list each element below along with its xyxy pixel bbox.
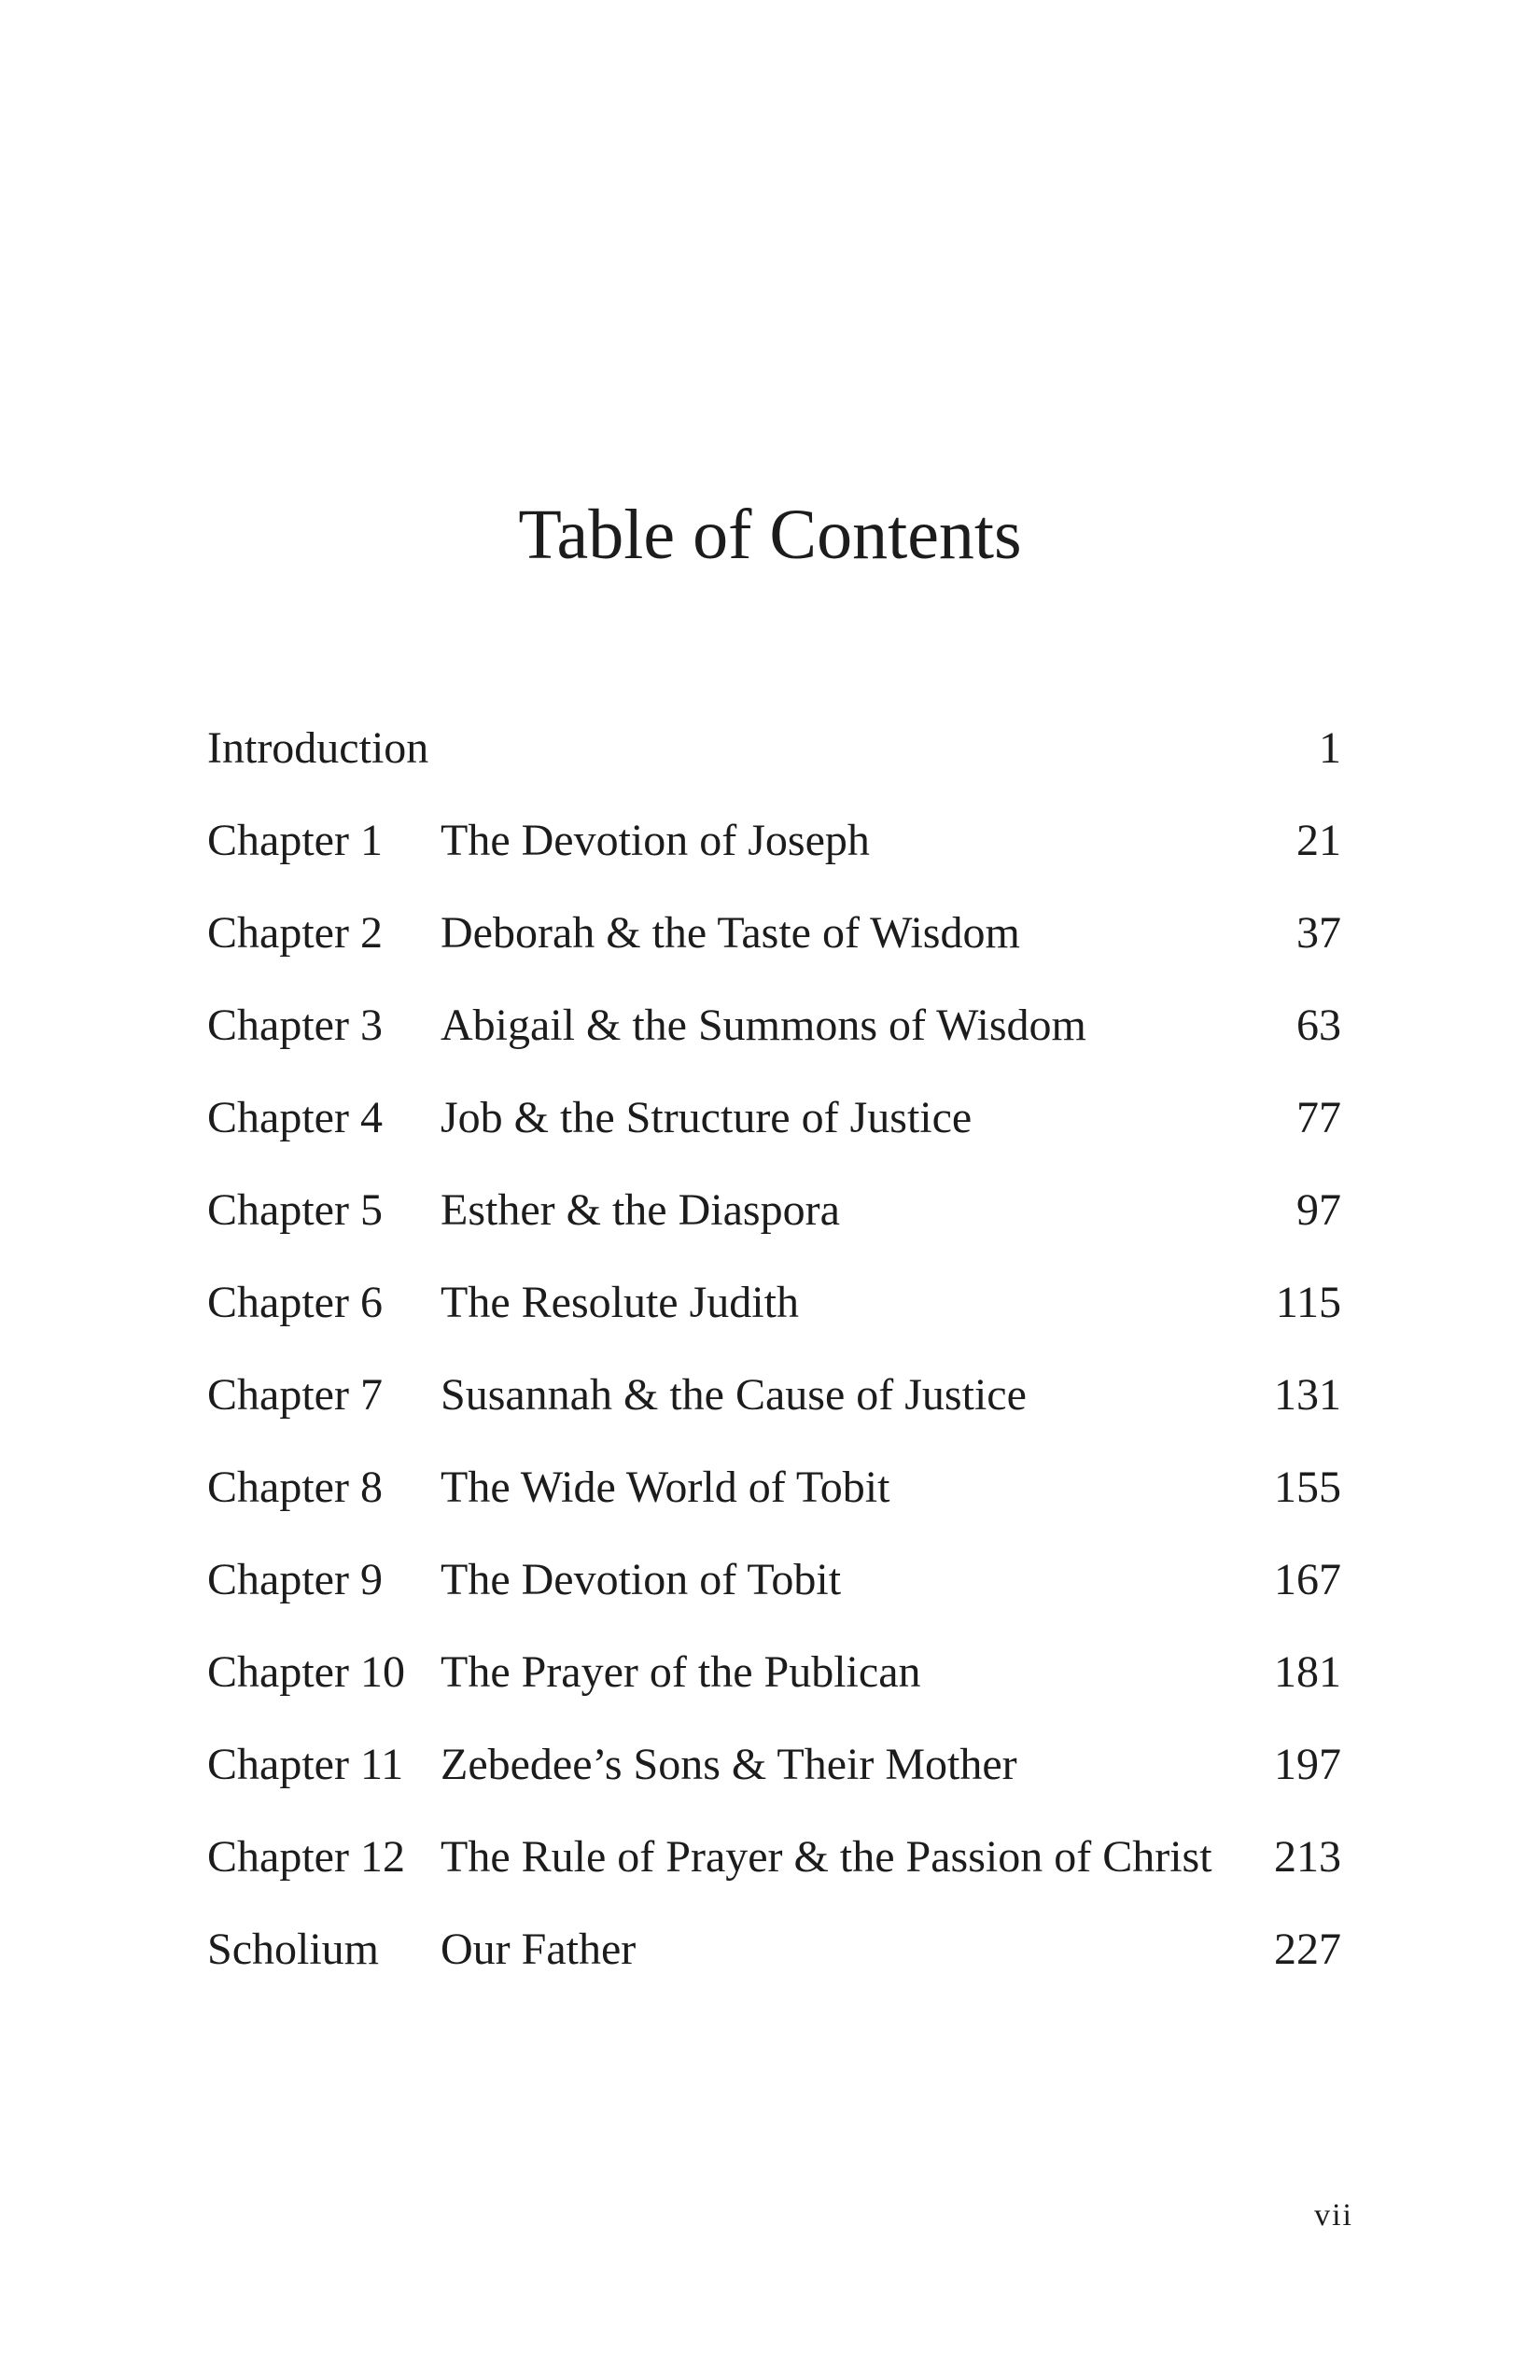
toc-entry-page-number: 1 [1319,723,1341,773]
toc-entry-page-number: 37 [1296,908,1341,958]
toc-entry-chapter-7 [207,1358,1341,1450]
toc-entry-chapter-10 [207,1635,1341,1728]
toc-entry-title: Esther & the Diaspora [441,1185,840,1235]
toc-entry-page-number: 21 [1296,816,1341,865]
toc-entry-title: Our Father [441,1925,637,1974]
toc-entry-page-number: 213 [1274,1832,1341,1882]
toc-entry-label: Chapter 10 [207,1647,405,1697]
toc-entry-scholium [207,1912,1341,2005]
toc-entry-label: Chapter 6 [207,1278,383,1327]
toc-entry-label: Chapter 12 [207,1832,405,1882]
toc-entry-title: The Prayer of the Publican [441,1647,921,1697]
toc-entry-chapter-1 [207,804,1341,896]
toc-entry-label: Scholium [207,1925,380,1974]
table-of-contents [207,711,1341,2005]
toc-entry-page-number: 115 [1275,1278,1341,1327]
toc-entry-chapter-2 [207,896,1341,988]
toc-entry-title: The Devotion of Joseph [441,816,870,865]
toc-entry-page-number: 63 [1296,1001,1341,1050]
toc-entry-chapter-4 [207,1081,1341,1173]
toc-entry-chapter-6 [207,1266,1341,1358]
toc-entry-page-number: 97 [1296,1185,1341,1235]
toc-entry-chapter-12 [207,1820,1341,1912]
toc-entry-chapter-3 [207,988,1341,1081]
toc-entry-title: The Wide World of Tobit [441,1463,890,1512]
toc-entry-label: Chapter 3 [207,1001,383,1050]
toc-entry-chapter-11 [207,1728,1341,1820]
toc-entry-label: Chapter 9 [207,1555,383,1604]
toc-entry-page-number: 155 [1274,1463,1341,1512]
toc-entry-title: The Rule of Prayer & the Passion of Christ [441,1832,1212,1882]
toc-entry-page-number: 227 [1274,1925,1341,1974]
toc-entry-title: Abigail & the Summons of Wisdom [441,1001,1086,1050]
toc-entry-label: Chapter 2 [207,908,383,958]
toc-entry-label: Chapter 7 [207,1370,383,1420]
toc-entry-label: Chapter 1 [207,816,383,865]
toc-entry-label: Chapter 4 [207,1093,383,1142]
toc-entry-title: Susannah & the Cause of Justice [441,1370,1027,1420]
toc-entry-chapter-5 [207,1173,1341,1266]
toc-entry-introduction [207,711,1341,804]
toc-entry-label: Chapter 5 [207,1185,383,1235]
toc-entry-title: The Devotion of Tobit [441,1555,842,1604]
page-title: Table of Contents [518,496,1022,574]
toc-entry-page-number: 167 [1274,1555,1341,1604]
toc-entry-chapter-9 [207,1543,1341,1635]
toc-entry-title: Deborah & the Taste of Wisdom [441,908,1020,958]
toc-entry-title: Zebedee’s Sons & Their Mother [441,1740,1017,1789]
toc-entry-label: Chapter 11 [207,1740,404,1789]
toc-entry-title: The Resolute Judith [441,1278,799,1327]
toc-entry-page-number: 77 [1296,1093,1341,1142]
page-folio: vii [1314,2198,1353,2233]
toc-entry-chapter-8 [207,1450,1341,1543]
toc-entry-label: Introduction [207,723,429,773]
toc-entry-page-number: 131 [1274,1370,1341,1420]
toc-entry-page-number: 181 [1274,1647,1341,1697]
toc-entry-label: Chapter 8 [207,1463,383,1512]
toc-entry-page-number: 197 [1274,1740,1341,1789]
toc-entry-title: Job & the Structure of Justice [441,1093,973,1142]
